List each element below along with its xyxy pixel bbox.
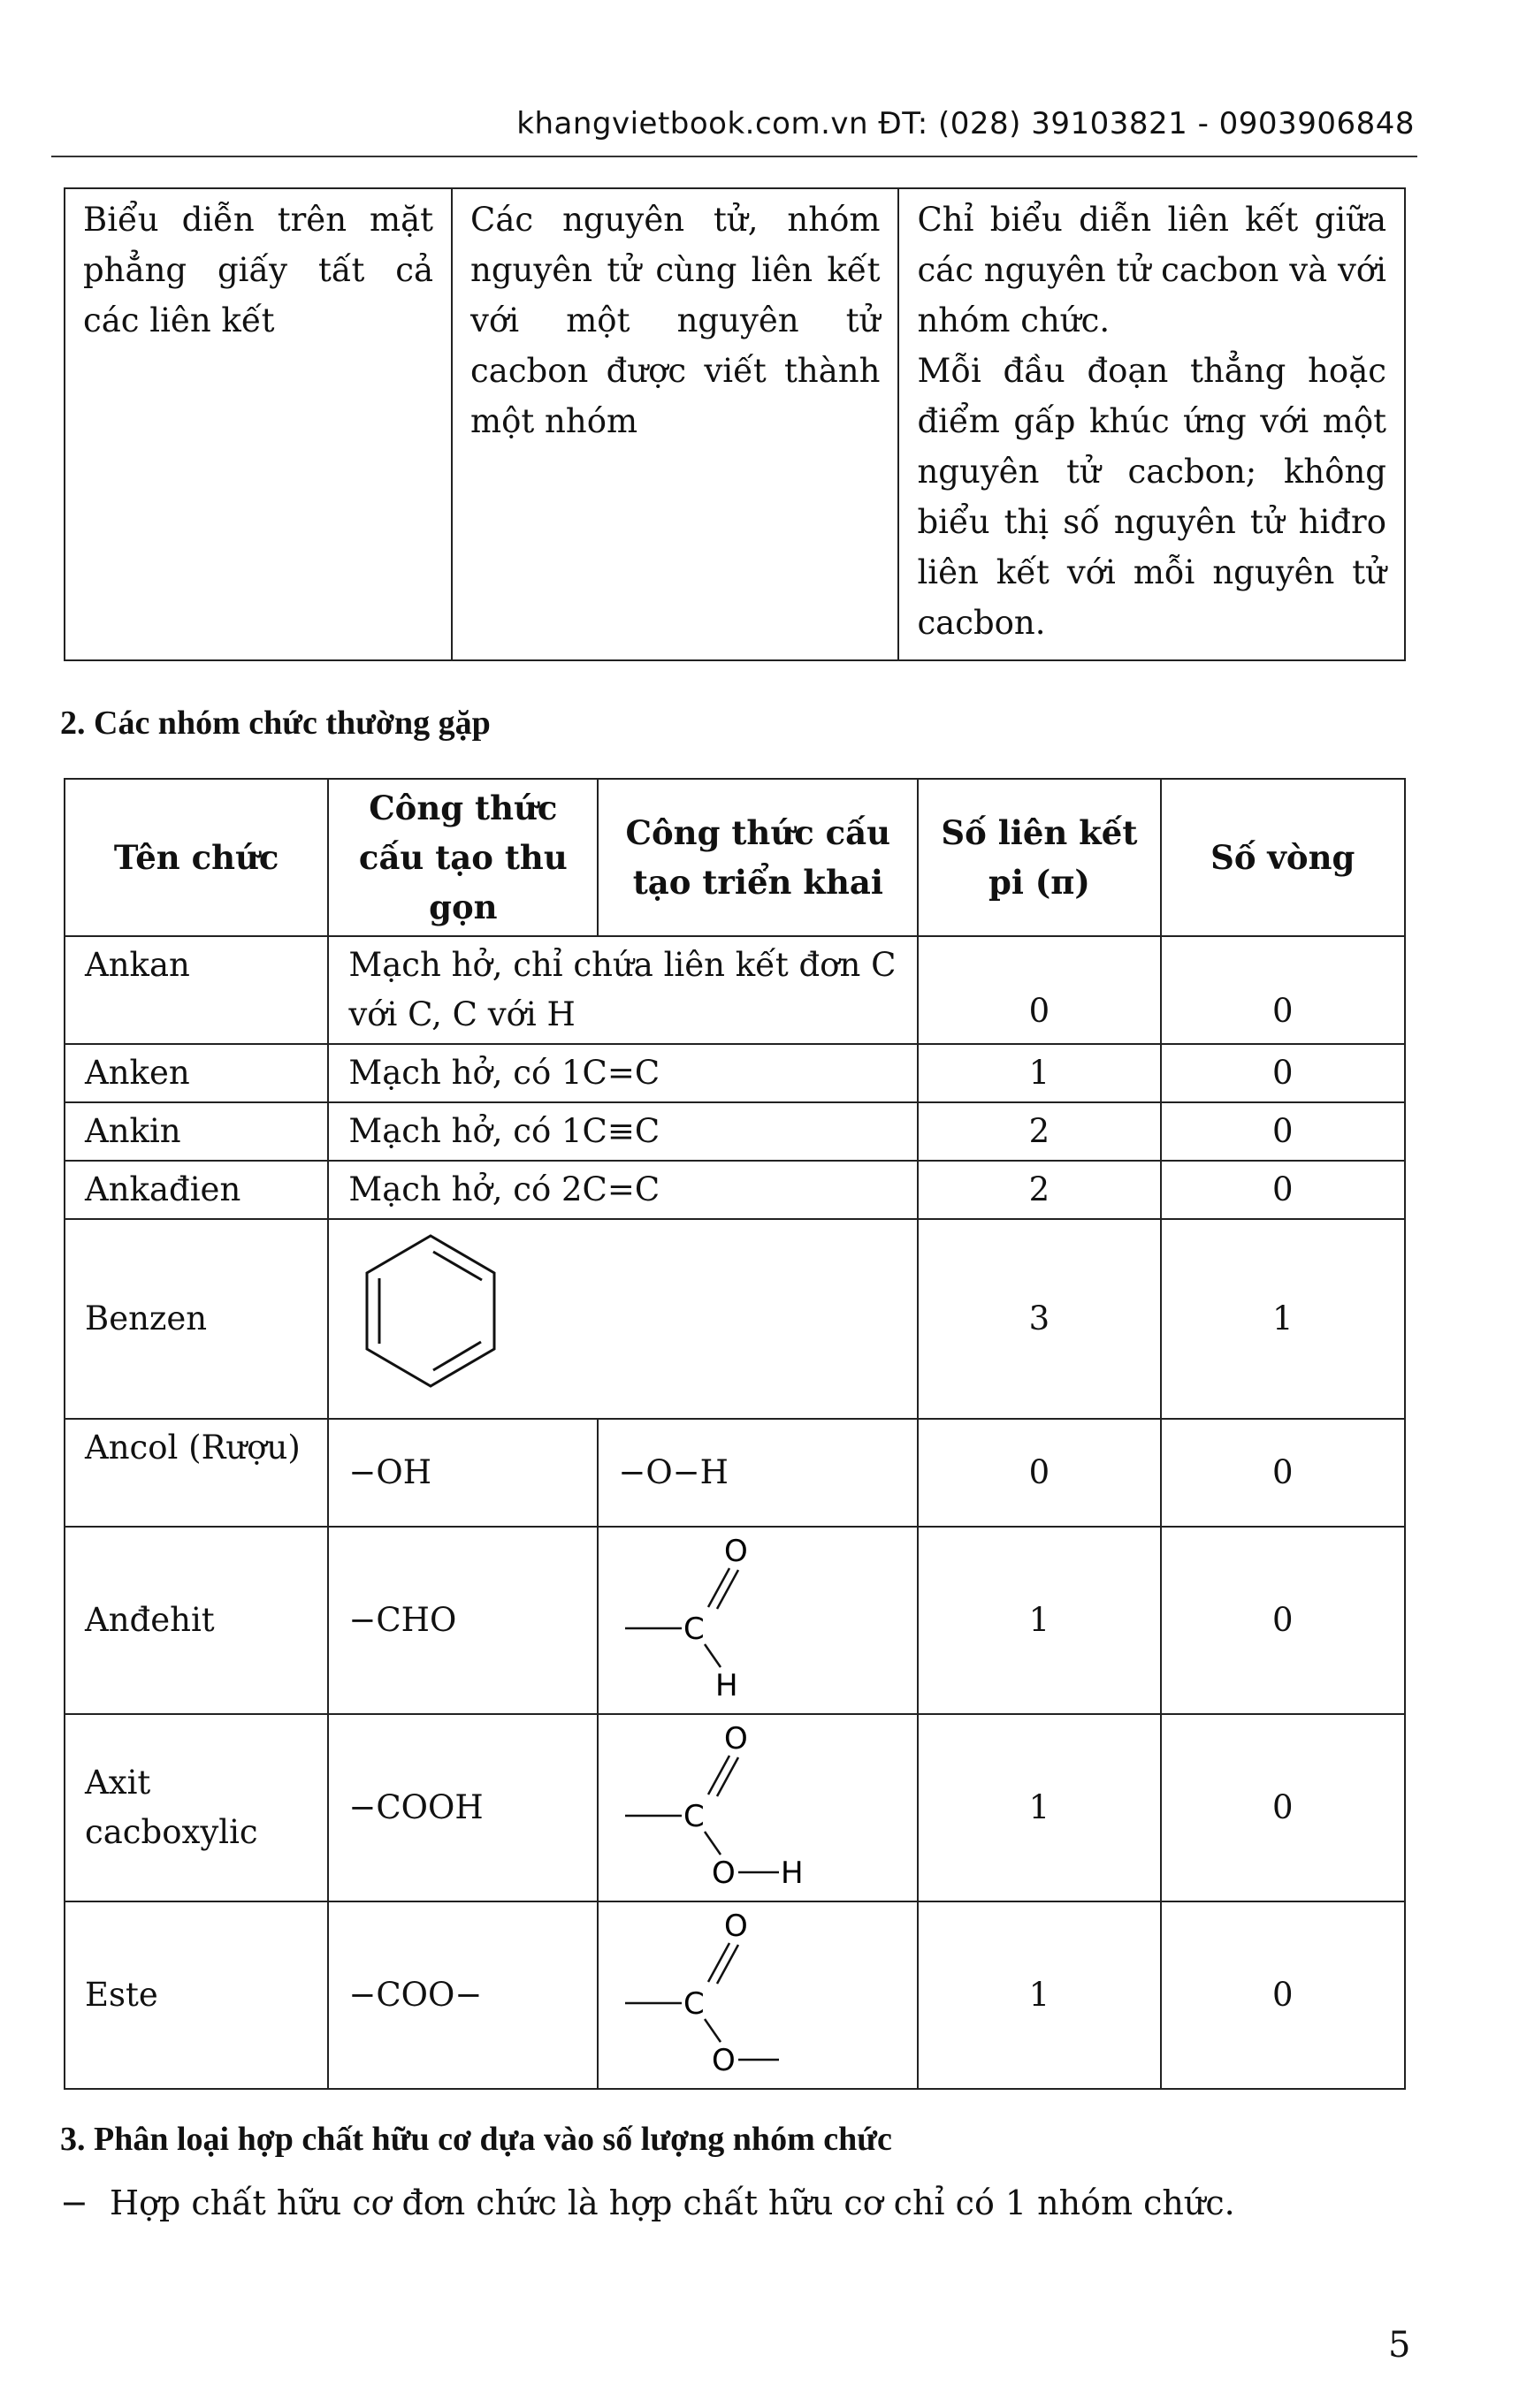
header-rings: Số vòng [1161, 779, 1405, 936]
full-structure-cell: Biểu diễn trên mặt phẳng giấy tất cả các liên kết [65, 188, 452, 660]
row-rings: 0 [1161, 1419, 1405, 1527]
row-name: Axit cacboxylic [65, 1714, 328, 1901]
aldehyde-structure-icon [616, 1531, 793, 1699]
table-row [65, 1161, 1405, 1219]
header-expanded-formula: Công thức cấu tạo triển khai [598, 779, 918, 936]
table-row [65, 1419, 1405, 1527]
row-name: Benzen [65, 1219, 328, 1419]
atom-o: O [724, 1721, 749, 1756]
atom-o: O [724, 1909, 749, 1944]
header-short-formula: Công thức cấu tạo thu gọn [328, 779, 598, 936]
bullet-dash: − [60, 2183, 88, 2222]
functional-groups-table [64, 778, 1406, 2090]
row-name: Ancol (Rượu) [65, 1419, 328, 1527]
header-pi-bonds: Số liên kết pi (π) [918, 779, 1160, 936]
row-pi: 1 [918, 1714, 1160, 1901]
row-name: Este [65, 1901, 328, 2089]
row-rings: 0 [1161, 1714, 1405, 1901]
section-3-title: 3. Phân loại hợp chất hữu cơ dựa vào số lượng nhóm chức [60, 2121, 892, 2158]
atom-o: O [712, 2043, 737, 2074]
skeletal-structure-cell [898, 188, 1405, 660]
table-row [65, 1901, 1405, 2089]
atom-c: C [683, 1986, 706, 2022]
skeletal-para-1: Chỉ biểu diễn liên kết giữa các nguyên tử cacbon và với nhóm chức. [917, 201, 1386, 339]
header-row [65, 779, 1405, 936]
row-pi: 2 [918, 1102, 1160, 1161]
row-short-formula: −COO− [328, 1901, 598, 2089]
ester-structure-icon [616, 1906, 828, 2074]
table-row [65, 1102, 1405, 1161]
condensed-structure-cell: Các nguyên tử, nhóm nguyên tử cùng liên kết với một nguyên tử cacbon được viết thành một nhóm [452, 188, 898, 660]
bullet-item [60, 2183, 1235, 2222]
bullet-text: Hợp chất hữu cơ đơn chức là hợp chất hữu cơ chỉ có 1 nhóm chức. [110, 2183, 1235, 2222]
atom-h: H [781, 1856, 804, 1886]
atom-o: O [712, 1856, 737, 1886]
row-pi: 1 [918, 1901, 1160, 2089]
row-formula: Mạch hở, có 1C≡C [328, 1102, 918, 1161]
atom-c: C [683, 1799, 706, 1834]
row-short-formula: −CHO [328, 1527, 598, 1714]
row-pi: 3 [918, 1219, 1160, 1419]
carboxylic-structure-icon [616, 1718, 828, 1886]
row-name: Ankan [65, 936, 328, 1044]
row-name: Anđehit [65, 1527, 328, 1714]
row-name: Ankađien [65, 1161, 328, 1219]
row-name: Anken [65, 1044, 328, 1102]
header-rule [51, 156, 1417, 157]
table-row [65, 936, 1405, 1044]
row-name: Ankin [65, 1102, 328, 1161]
row-rings: 0 [1161, 1161, 1405, 1219]
row-formula: Mạch hở, có 2C=C [328, 1161, 918, 1219]
table-row [65, 1044, 1405, 1102]
aldehyde-structure-cell [598, 1527, 918, 1714]
row-short-formula: −COOH [328, 1714, 598, 1901]
header-name: Tên chức [65, 779, 328, 936]
table-row [65, 188, 1405, 660]
table-row [65, 1527, 1405, 1714]
carboxylic-structure-cell [598, 1714, 918, 1901]
row-short-formula: −OH [328, 1419, 598, 1527]
benzene-ring-icon [355, 1227, 506, 1404]
row-formula: Mạch hở, có 1C=C [328, 1044, 918, 1102]
skeletal-para-2: Mỗi đầu đoạn thẳng hoặc điểm gấp khúc ứng với một nguyên tử cacbon; không biểu thị số nguyên tử hiđro liên kết với mỗi nguyên tử cacbon. [917, 352, 1386, 642]
row-formula: Mạch hở, chỉ chứa liên kết đơn C với C, C với H [328, 936, 918, 1044]
page-header: khangvietbook.com.vn ĐT: (028) 39103821 - 0903906848 [516, 106, 1415, 141]
atom-o: O [724, 1534, 749, 1569]
table-row [65, 1219, 1405, 1419]
section-2-title: 2. Các nhóm chức thường gặp [60, 705, 491, 742]
row-rings: 1 [1161, 1219, 1405, 1419]
atom-h: H [715, 1668, 738, 1699]
row-rings: 0 [1161, 1901, 1405, 2089]
benzene-structure-cell [328, 1219, 918, 1419]
row-pi: 0 [918, 936, 1160, 1044]
row-rings: 0 [1161, 1102, 1405, 1161]
row-pi: 2 [918, 1161, 1160, 1219]
row-pi: 0 [918, 1419, 1160, 1527]
ester-structure-cell [598, 1901, 918, 2089]
table-row [65, 1714, 1405, 1901]
row-pi: 1 [918, 1527, 1160, 1714]
row-rings: 0 [1161, 936, 1405, 1044]
row-rings: 0 [1161, 1044, 1405, 1102]
page-number: 5 [1388, 2325, 1411, 2366]
formula-comparison-table [64, 187, 1406, 661]
row-expanded-formula: −O−H [598, 1419, 918, 1527]
row-pi: 1 [918, 1044, 1160, 1102]
atom-c: C [683, 1612, 706, 1647]
row-rings: 0 [1161, 1527, 1405, 1714]
